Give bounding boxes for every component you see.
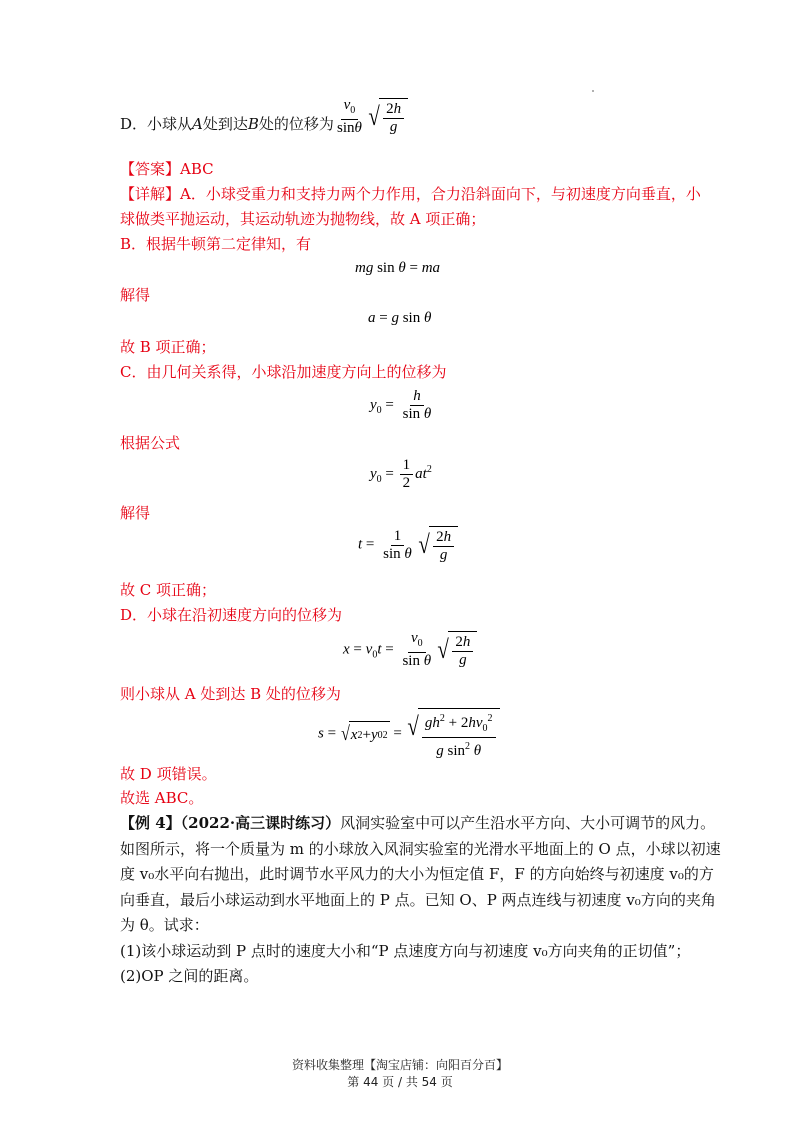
detail-d-disp: 则小球从 A 处到达 B 处的位移为 [120,685,341,703]
formula-time: t = $\frac{1}{\text{sin θ}}$ √ $\frac{2h}{g}$ [358,526,458,564]
detail-d-conclude: 故 D 项错误。 [120,765,217,783]
detail-line-1: 【详解】A．小球受重力和支持力两个力作用，合力沿斜面向下，与初速度方向垂直，小 [120,185,701,203]
formula-newton: mg sin θ = ma [355,260,441,276]
example-4-line-5: 为 θ。试求： [120,916,209,934]
question-2: (2)OP 之间的距离。 [120,967,259,985]
example-4-line-2: 如图所示，将一个质量为 m 的小球放入风洞实验室的光滑水平地面上的 O 点，小球以初速 [120,840,721,858]
formula-y0: $y_0$ = $\frac{h}{\text{sin θ}}$ [370,388,432,422]
formula-kinematic: $y_0$ = $\frac{1}{2}$ $at^2$ [370,457,432,491]
option-d: D．小球从A处到达B处的位移为 [120,115,334,133]
question-1: (1)该小球运动到 P 点时的速度大小和“P 点速度方向与初速度 v₀方向夹角的正切值”； [120,942,691,960]
example-4-header: 【例 4】（2022·高三课时练习）风洞实验室中可以产生沿水平方向、大小可调节的风力。 [120,814,716,832]
formula-x: $x = v_0t$ = $\frac{v_0}{\text{sin θ}}$ √ $\frac{2h}{g}$ [343,630,477,670]
example-4-line-3: 度 v₀水平向右抛出，此时调节水平风力的大小为恒定值 F，F 的方向始终与初速度 v₀的方 [120,865,714,883]
detail-c-conclude: 故 C 项正确； [120,581,217,599]
formula-option-d: $\frac{v_0}{\sin\theta}$ √ $\frac{2h}{g}$ [332,97,408,137]
detail-b-intro: B．根据牛顿第二定律知，有 [120,235,312,253]
example-4-line-4: 向垂直，最后小球运动到水平地面上的 P 点。已知 O、P 两点连线与初速度 v₀方向的夹角 [120,891,716,909]
formula-acceleration: a = g sin θ [368,310,432,326]
detail-c-intro: C．由几何关系得，小球沿加速度方向上的位移为 [120,363,447,381]
jiede-2: 解得 [120,504,151,522]
detail-line-2: 球做类平抛运动，其运动轨迹为抛物线，故 A 项正确； [120,210,486,228]
footer-source: 资料收集整理【淘宝店铺：向阳百分百】 [291,1058,508,1072]
answer: 【答案】ABC [120,160,214,178]
choose: 故选 ABC。 [120,789,204,807]
detail-d-intro: D．小球在沿初速度方向的位移为 [120,606,343,624]
footer-page-number: 第 44 页 / 共 54 页 [347,1075,453,1089]
jiede-1: 解得 [120,286,151,304]
formula-label: 根据公式 [120,434,181,452]
detail-b-conclude: 故 B 项正确； [120,338,216,356]
scan-speck [592,90,594,92]
formula-s: s = √ x 2 + y 0 2 = √ $\frac{gh^2 + 2hv_0^2}{g \sin^2 \theta}$ [318,708,500,760]
